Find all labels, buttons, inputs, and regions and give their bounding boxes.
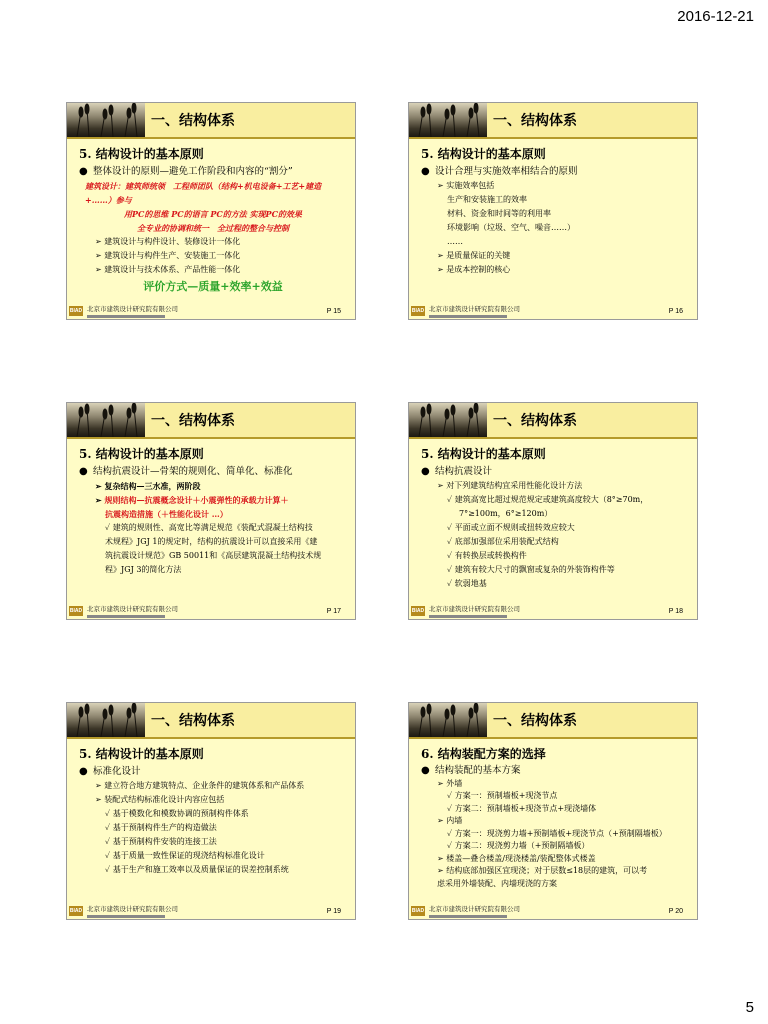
bullet-dot-icon: ● bbox=[421, 466, 430, 477]
bullet-item: ● 整体设计的原则—避免工作阶段和内容的“割分” bbox=[79, 166, 293, 177]
slide-footer bbox=[409, 299, 697, 319]
list-item: ➢ 建筑设计与技术体系、产品性能一体化 bbox=[95, 265, 241, 274]
wheat-field-image bbox=[409, 103, 487, 137]
section-title: 6. 结构装配方案的选择 bbox=[421, 747, 546, 761]
slide-header-title: 一、结构体系 bbox=[151, 713, 235, 729]
arrow-icon: ➢ bbox=[437, 816, 447, 825]
slide-header bbox=[409, 103, 697, 137]
arrow-icon: ➢ bbox=[437, 778, 447, 788]
slide-header-title: 一、结构体系 bbox=[493, 113, 577, 129]
bullet-dot-icon: ● bbox=[421, 765, 430, 776]
list-subitem: ✓ 基于预制构件安装的连接工法 bbox=[105, 837, 217, 846]
list-item: ➢ 复杂结构—三水准，两阶段 bbox=[95, 481, 201, 491]
red-note: 全专业的协调和统一 全过程的整合与控制 bbox=[137, 223, 289, 233]
list-subitem: ✓ 建筑有较大尺寸的飘窗或复杂的外装饰构件等 bbox=[447, 565, 615, 574]
header-divider bbox=[67, 737, 355, 739]
slide-header bbox=[67, 703, 355, 737]
list-item: ➢ 装配式结构标准化设计内容应包括 bbox=[95, 795, 225, 804]
slide-footer bbox=[409, 599, 697, 619]
list-item: ➢ 是质量保证的关键 bbox=[437, 251, 511, 260]
check-icon: ✓ bbox=[105, 837, 113, 846]
list-item: ➢ 楼盖—叠合楼盖/现浇楼盖/装配整体式楼盖 bbox=[437, 853, 596, 863]
arrow-icon: ➢ bbox=[95, 481, 105, 491]
slide-header bbox=[67, 103, 355, 137]
check-icon: ✓ bbox=[447, 791, 455, 800]
list-item: ➢ 外墙 bbox=[437, 778, 463, 788]
section-title: 5. 结构设计的基本原则 bbox=[79, 747, 204, 761]
check-icon: ✓ bbox=[105, 865, 113, 874]
section-title: 5. 结构设计的基本原则 bbox=[79, 447, 204, 461]
section-title: 5. 结构设计的基本原则 bbox=[421, 147, 546, 161]
wheat-field-image bbox=[409, 703, 487, 737]
list-item: ➢ 对下列建筑结构宜采用性能化设计方法 bbox=[437, 481, 583, 490]
check-icon: ✓ bbox=[105, 851, 113, 860]
list-subitem: ✓ 基于预制构件生产的构造做法 bbox=[105, 823, 217, 832]
list-subitem: ✓ 方案二：预制墙板+现浇节点+现浇墙体 bbox=[447, 803, 597, 813]
list-subitem: ✓ 方案二：现浇剪力墙（+预制隔墙板） bbox=[447, 841, 590, 850]
bullet-item: ● 结构抗震设计 bbox=[421, 466, 493, 477]
bullet-item: ● 结构抗震设计—骨架的规则化、简单化、标准化 bbox=[79, 466, 293, 477]
footer-subtext bbox=[429, 615, 507, 618]
bullet-dot-icon: ● bbox=[79, 166, 88, 177]
slide-content bbox=[79, 765, 347, 877]
red-note: 用PC的思维 PC的语言 PC的方法 实现PC的效果 bbox=[124, 209, 302, 219]
list-item: ➢ 实施效率包括 bbox=[437, 181, 495, 190]
footer-org: 北京市建筑设计研究院有限公司 bbox=[87, 305, 178, 313]
footer-subtext bbox=[87, 615, 165, 618]
list-item: ➢ 结构底部加强区宜现浇；对于层数≤18层的建筑，可以考 bbox=[437, 866, 648, 875]
check-icon: ✓ bbox=[447, 828, 455, 838]
arrow-icon: ➢ bbox=[95, 795, 105, 804]
list-subitem: ✓ 方案一：预制墙板+现浇节点 bbox=[447, 791, 558, 800]
slide-page-number: P 15 bbox=[326, 308, 341, 315]
green-summary: 评价方式—质量+效率+效益 bbox=[143, 280, 283, 293]
slide-header bbox=[67, 403, 355, 437]
header-divider bbox=[409, 437, 697, 439]
list-subitem: 材料、资金和时间等的利用率 bbox=[447, 209, 551, 218]
header-divider bbox=[409, 737, 697, 739]
footer-org: 北京市建筑设计研究院有限公司 bbox=[429, 305, 520, 313]
list-subitem: …… bbox=[447, 237, 463, 246]
arrow-icon: ➢ bbox=[95, 251, 105, 260]
section-title: 5. 结构设计的基本原则 bbox=[79, 147, 204, 161]
footer-subtext bbox=[87, 915, 165, 918]
slide-footer bbox=[409, 899, 697, 919]
list-item: ➢ 内墙 bbox=[437, 816, 463, 825]
list-subitem: ✓ 平面或立面不规则或扭转效应较大 bbox=[447, 523, 575, 532]
list-subitem: ✓ 底部加强部位采用装配式结构 bbox=[447, 537, 559, 546]
list-item: ➢ 建立符合地方建筑特点、企业条件的建筑体系和产品体系 bbox=[95, 781, 305, 790]
footer-org: 北京市建筑设计研究院有限公司 bbox=[87, 605, 178, 613]
wheat-field-image bbox=[67, 403, 145, 437]
slide-content bbox=[421, 465, 689, 591]
red-note: 建筑设计：建筑师统领 工程师团队（结构+机电设备+工艺+建造+……）参与 bbox=[85, 181, 322, 205]
bullet-item: ● 标准化设计 bbox=[79, 766, 141, 777]
slide-content bbox=[79, 165, 347, 294]
arrow-icon: ➢ bbox=[95, 265, 105, 274]
header-divider bbox=[67, 437, 355, 439]
check-icon: ✓ bbox=[105, 809, 113, 818]
section-title: 5. 结构设计的基本原则 bbox=[421, 447, 546, 461]
list-subitem: 程》JGJ 3的简化方法 bbox=[105, 565, 182, 574]
footer-subtext bbox=[429, 315, 507, 318]
slide-17 bbox=[66, 402, 356, 620]
slide-header bbox=[409, 703, 697, 737]
slide-header-title: 一、结构体系 bbox=[151, 113, 235, 129]
slide-page-number: P 16 bbox=[668, 308, 683, 315]
biad-logo-icon: BIAD bbox=[69, 308, 83, 314]
list-item: ➢ 是成本控制的核心 bbox=[437, 265, 511, 274]
list-subitem: 环境影响（垃圾、空气、噪音……） bbox=[447, 223, 575, 232]
check-icon: ✓ bbox=[447, 565, 455, 574]
slide-content bbox=[79, 465, 347, 577]
list-subitem: 虑采用外墙装配、内墙现浇的方案 bbox=[437, 878, 557, 888]
header-divider bbox=[67, 137, 355, 139]
arrow-icon: ➢ bbox=[437, 265, 447, 274]
bullet-dot-icon: ● bbox=[79, 766, 88, 777]
list-subitem: 抗震构造措施（＋性能化设计 …） bbox=[105, 509, 228, 519]
biad-logo-icon: BIAD bbox=[69, 608, 83, 614]
list-item: ➢ 建筑设计与构件设计、装修设计一体化 bbox=[95, 237, 241, 246]
check-icon: ✓ bbox=[447, 537, 455, 546]
list-item: ➢ 规则结构—抗震概念设计＋小震弹性的承载力计算＋ bbox=[95, 495, 289, 505]
slide-18 bbox=[408, 402, 698, 620]
arrow-icon: ➢ bbox=[437, 866, 447, 875]
list-item: ➢ 建筑设计与构件生产、安装施工一体化 bbox=[95, 251, 241, 260]
slide-footer bbox=[67, 899, 355, 919]
list-subitem: 术规程》JGJ 1的规定时，结构的抗震设计可以直接采用《建 bbox=[105, 537, 318, 546]
arrow-icon: ➢ bbox=[437, 853, 447, 863]
slide-page-number: P 20 bbox=[668, 908, 683, 915]
footer-subtext bbox=[87, 315, 165, 318]
list-subitem: 生产和安装施工的效率 bbox=[447, 195, 527, 204]
slide-header bbox=[409, 403, 697, 437]
wheat-field-image bbox=[67, 103, 145, 137]
list-subitem: ✓ 基于生产和施工效率以及质量保证的误差控制系统 bbox=[105, 865, 289, 874]
slide-page-number: P 17 bbox=[326, 608, 341, 615]
slide-footer bbox=[67, 599, 355, 619]
slide-header-title: 一、结构体系 bbox=[493, 713, 577, 729]
bullet-dot-icon: ● bbox=[79, 466, 88, 477]
arrow-icon: ➢ bbox=[437, 181, 447, 190]
slide-page-number: P 19 bbox=[326, 908, 341, 915]
list-subitem: ✓ 基于质量一致性保证的现浇结构标准化设计 bbox=[105, 851, 265, 860]
biad-logo-icon: BIAD bbox=[411, 908, 425, 914]
check-icon: ✓ bbox=[105, 823, 113, 832]
arrow-icon: ➢ bbox=[437, 251, 447, 260]
bullet-dot-icon: ● bbox=[421, 166, 430, 177]
check-icon: ✓ bbox=[447, 523, 455, 532]
arrow-icon: ➢ bbox=[437, 481, 447, 490]
footer-org: 北京市建筑设计研究院有限公司 bbox=[87, 905, 178, 913]
wheat-field-image bbox=[67, 703, 145, 737]
check-icon: ✓ bbox=[447, 551, 455, 560]
slide-20 bbox=[408, 702, 698, 920]
page-number: 5 bbox=[745, 999, 754, 1016]
biad-logo-icon: BIAD bbox=[69, 908, 83, 914]
biad-logo-icon: BIAD bbox=[411, 608, 425, 614]
slide-header-title: 一、结构体系 bbox=[151, 413, 235, 429]
slide-content bbox=[421, 765, 689, 890]
list-subitem: ✓ 有转换层或转换构件 bbox=[447, 551, 527, 560]
footer-org: 北京市建筑设计研究院有限公司 bbox=[429, 605, 520, 613]
check-icon: ✓ bbox=[105, 523, 113, 532]
check-icon: ✓ bbox=[447, 495, 455, 504]
slide-19 bbox=[66, 702, 356, 920]
slide-16 bbox=[408, 102, 698, 320]
slide-15 bbox=[66, 102, 356, 320]
list-subitem: 筑抗震设计规范》GB 50011和《高层建筑混凝土结构技术规 bbox=[105, 551, 322, 560]
slide-header-title: 一、结构体系 bbox=[493, 413, 577, 429]
slide-content bbox=[421, 165, 689, 277]
list-subitem: 7°≥100m，6°≥120m） bbox=[459, 509, 553, 518]
page-date: 2016-12-21 bbox=[677, 8, 754, 25]
wheat-field-image bbox=[409, 403, 487, 437]
arrow-icon: ➢ bbox=[95, 237, 105, 246]
slide-page-number: P 18 bbox=[668, 608, 683, 615]
footer-org: 北京市建筑设计研究院有限公司 bbox=[429, 905, 520, 913]
list-subitem: ✓ 建筑的规则性、高宽比等满足规范《装配式混凝土结构技 bbox=[105, 523, 313, 532]
check-icon: ✓ bbox=[447, 841, 455, 850]
header-divider bbox=[409, 137, 697, 139]
check-icon: ✓ bbox=[447, 579, 455, 588]
footer-subtext bbox=[429, 915, 507, 918]
biad-logo-icon: BIAD bbox=[411, 308, 425, 314]
check-icon: ✓ bbox=[447, 803, 455, 813]
list-subitem: ✓ 软弱地基 bbox=[447, 579, 487, 588]
list-subitem: ✓ 建筑高宽比超过规范规定或建筑高度较大（8°≥70m， bbox=[447, 495, 649, 504]
bullet-item: ● 设计合理与实施效率相结合的原则 bbox=[421, 166, 578, 177]
arrow-icon: ➢ bbox=[95, 781, 105, 790]
list-subitem: ✓ 方案一：现浇剪力墙+预制墙板+现浇节点（+预制隔墙板） bbox=[447, 828, 667, 838]
list-subitem: ✓ 基于模数化和模数协调的预制构件体系 bbox=[105, 809, 249, 818]
arrow-icon: ➢ bbox=[95, 495, 105, 505]
slide-footer bbox=[67, 299, 355, 319]
bullet-item: ● 结构装配的基本方案 bbox=[421, 765, 521, 776]
